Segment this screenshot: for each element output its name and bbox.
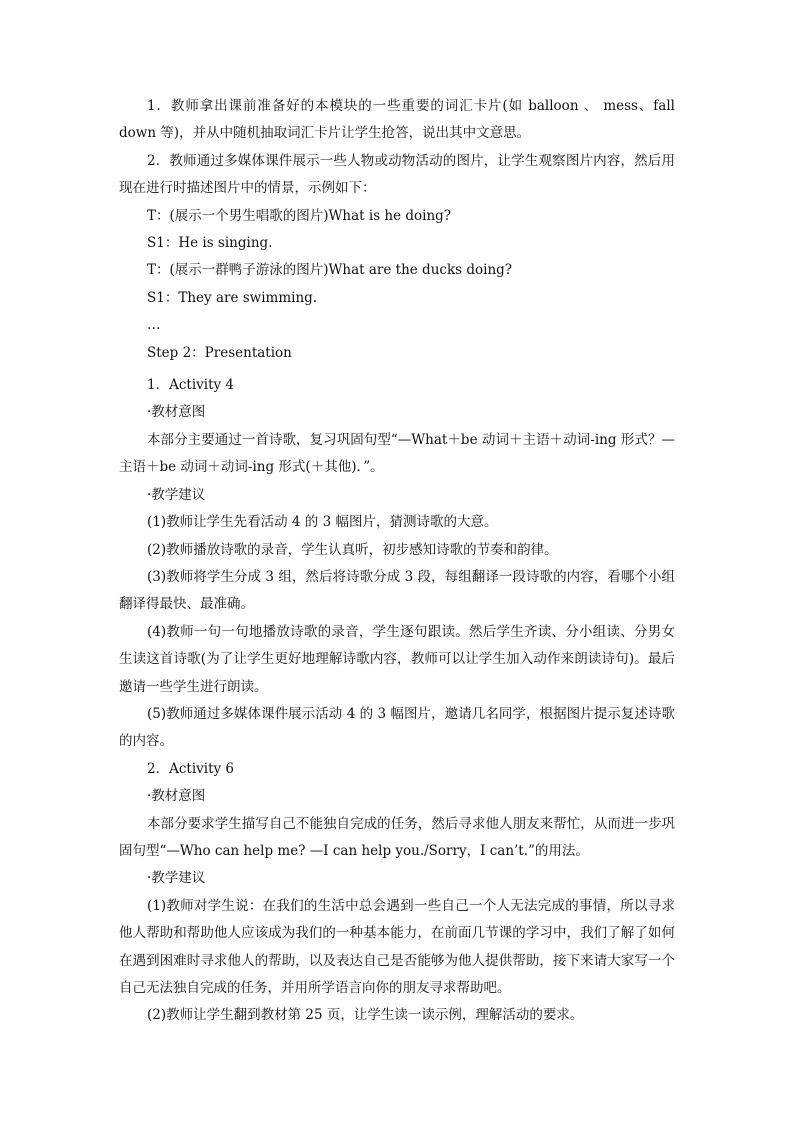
document-body (119, 93, 675, 1030)
activity-4-advice-5: (5)教师通过多媒体课件展示活动 4 的 3 幅图片，邀请几名同学，根据图片提示复述诗歌的内容。 (119, 705, 675, 750)
activity-6-heading: 2．Activity 6 (147, 760, 235, 777)
dialog-line-2: S1：He is singing. (147, 235, 273, 252)
activity-4-advice-1: (1)教师让学生先看活动 4 的 3 幅图片，猜测诗歌的大意。 (147, 514, 498, 531)
activity-4-intent-text: 本部分主要通过一首诗歌，复习巩固句型“—What＋be 动词＋主语＋动词-ing 形式？—主语＋be 动词＋动词-ing 形式(＋其他)．”。 (119, 431, 675, 476)
activity-4-intent-label: ·教材意图 (147, 404, 206, 421)
activity-6-advice-2: (2)教师让学生翻到教材第 25 页，让学生读一读示例，理解活动的要求。 (147, 1007, 584, 1024)
activity-6-intent-text: 本部分要求学生描写自己不能独自完成的任务，然后寻求他人朋友来帮忙，从而进一步巩固句型“—Who can help me? —I can help you./Sorry，I can’t.”的用法。 (119, 815, 675, 859)
activity-4-advice-4: (4)教师一句一句地播放诗歌的录音，学生逐句跟读。然后学生齐读、分小组读、分男女生读这首诗歌(为了让学生更好地理解诗歌内容，教师可以让学生加入动作来朗读诗句)。最后邀请一些学生进行朗读。 (119, 623, 675, 695)
activity-6-advice-1: (1)教师对学生说：在我们的生活中总会遇到一些自己一个人无法完成的事情，所以寻求他人帮助和帮助他人应该成为我们的一种基本能力，在前面几节课的学习中，我们了解了如何在遇到困难时寻求他人的帮助，以及表达自己是否能够为他人提供帮助，接下来请大家写一个自己无法独自完成的任务，并用所学语言向你的朋友寻求帮助吧。 (119, 897, 675, 996)
activity-4-heading: 1．Activity 4 (147, 377, 235, 394)
dialog-line-4: S1：They are swimming. (147, 289, 318, 306)
dialog-line-1: T：(展示一个男生唱歌的图片)What is he doing? (147, 207, 452, 224)
warmup-item-1: 1．教师拿出课前准备好的本模块的一些重要的词汇卡片(如 balloon 、 mess、fall down 等)，并从中随机抽取词汇卡片让学生抢答，说出其中文意思。 (119, 98, 675, 142)
dialog-line-3: T：(展示一群鸭子游泳的图片)What are the ducks doing? (147, 262, 513, 279)
warmup-item-2: 2．教师通过多媒体课件展示一些人物或动物活动的图片，让学生观察图片内容，然后用现在进行时描述图片中的情景，示例如下： (119, 152, 675, 197)
activity-4-advice-label: ·教学建议 (147, 486, 206, 503)
activity-4-advice-2: (2)教师播放诗歌的录音，学生认真听，初步感知诗歌的节奏和韵律。 (147, 541, 558, 558)
step-2-title: Step 2：Presentation (147, 344, 292, 361)
activity-6-advice-label: ·教学建议 (147, 870, 206, 887)
ellipsis: … (147, 317, 162, 334)
activity-4-advice-3: (3)教师将学生分成 3 组，然后将诗歌分成 3 段，每组翻译一段诗歌的内容，看哪个小组翻译得最快、最准确。 (119, 568, 675, 613)
activity-6-intent-label: ·教材意图 (147, 788, 206, 805)
